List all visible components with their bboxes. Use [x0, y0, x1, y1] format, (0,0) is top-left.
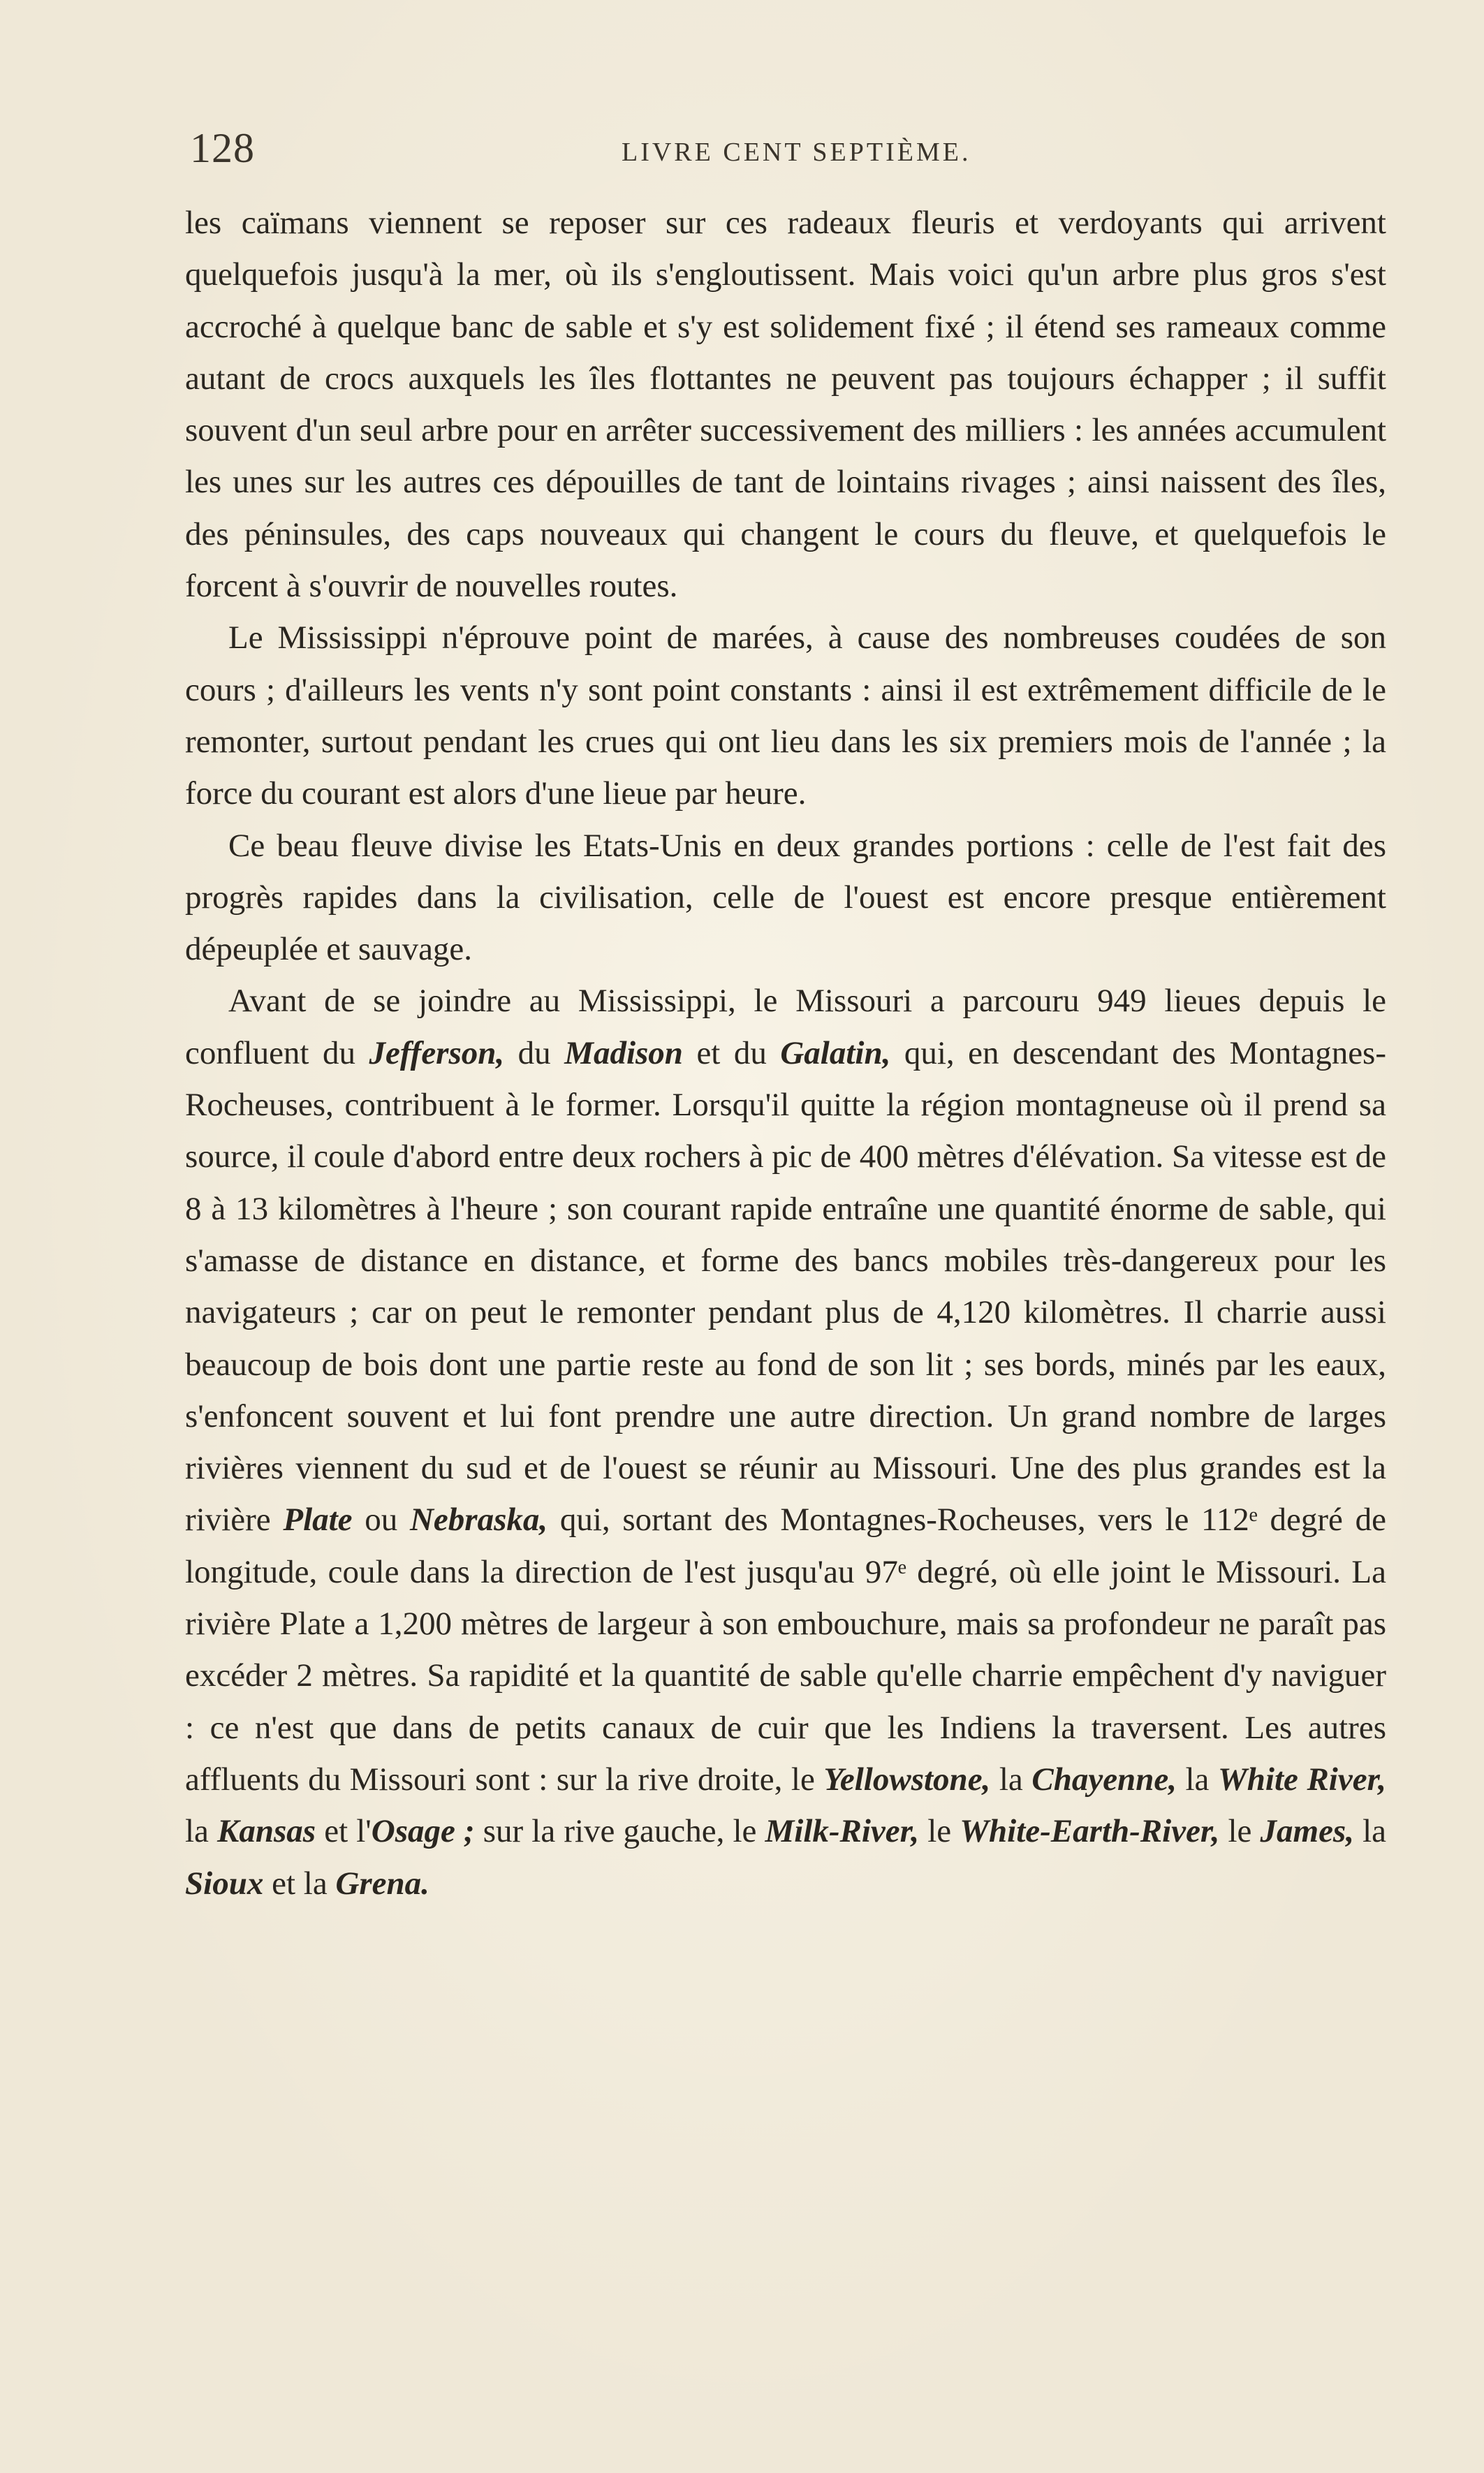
river-name: Plate — [283, 1502, 353, 1539]
river-name: Yellowstone, — [823, 1761, 991, 1798]
river-name: Nebraska, — [409, 1502, 548, 1539]
paragraph-continuation: les caïmans viennent se reposer sur ces radeaux fleuris et verdoyants qui arrivent quelquefois jusqu'à la mer, où ils s'engloutissent. Mais voici qu'un arbre plus gros s'est accroché à quelque banc de sable et s'y est solidement fixé ; il étend ses rameaux comme autant de crocs auxquels les îles flottantes ne peuvent pas toujours échapper ; il suffit souvent d'un seul arbre pour en arrêter successivement des milliers : les années accumulent les unes sur les autres ces dépouilles de tant de lointains rivages ; ainsi naissent des îles, des péninsules, des caps nouveaux qui changent le cours du fleuve, et quelquefois le forcent à s'ouvrir de nouvelles routes. — [185, 205, 1386, 605]
text-run: la — [185, 1813, 218, 1850]
river-name: James, — [1260, 1813, 1354, 1850]
text-run: le — [1219, 1813, 1261, 1850]
text-run: la — [1176, 1761, 1218, 1798]
text-run: la — [990, 1761, 1032, 1798]
running-title: LIVRE CENT SEPTIÈME. — [622, 138, 971, 167]
river-name: Sioux — [185, 1865, 264, 1902]
text-run: et l' — [316, 1813, 372, 1850]
river-name: Milk-River, — [765, 1813, 920, 1850]
river-name: Chayenne, — [1031, 1761, 1177, 1798]
text-run: ou — [352, 1502, 410, 1539]
river-name: Madison — [564, 1034, 683, 1071]
text-run: et la — [263, 1865, 336, 1902]
paragraph-east-west-division: Ce beau fleuve divise les Etats-Unis en deux grandes portions : celle de l'est fait des progrès rapides dans la civilisation, celle de l'ouest est encore presque entièrement dépeuplée et sauvage. — [185, 827, 1386, 968]
river-name: White River, — [1217, 1761, 1387, 1798]
text-run: qui, en descendant des Montagnes-Rocheuses, contribuent à le former. Lorsqu'il quitte la région montagneuse où il prend sa source, il coule d'abord entre deux rochers à pic de 400 mètres d'élévation. Sa vitesse est de 8 à 13 kilomètres à l'heure ; son courant rapide entraîne une quantité énorme de sable, qui s'amasse de distance en distance, et forme des bancs mobiles très-dangereux pour les navigateurs ; car on peut le remonter pendant plus de 4,120 kilomètres. Il charrie aussi beaucoup de bois dont une partie reste au fond de son lit ; ses bords, minés par les eaux, s'enfoncent souvent et lui font prendre une autre direction. Un grand nombre de larges rivières viennent du sud et de l'ouest se réunir au Missouri. Une des plus grandes est la rivière — [185, 1034, 1386, 1539]
river-name: Kansas — [217, 1813, 316, 1850]
river-name: Galatin, — [780, 1034, 891, 1071]
paragraph-mississippi-tides: Le Mississippi n'éprouve point de marées, à cause des nombreuses coudées de son cours ; d'ailleurs les vents n'y sont point constants : ainsi il est extrêmement difficile de le remonter, surtout pendant les crues qui ont lieu dans les six premiers mois de l'année ; la force du courant est alors d'une lieue par heure. — [185, 619, 1386, 812]
river-name: Grena. — [335, 1865, 429, 1902]
river-name: Jefferson, — [369, 1034, 505, 1071]
text-run: Avant de se joindre au Mississippi, le Missouri a parcouru 949 lieues depuis le confluent du — [185, 983, 1386, 1071]
body-text — [185, 197, 1386, 1909]
river-name: Osage ; — [371, 1813, 475, 1850]
paragraph-missouri — [185, 975, 1386, 1909]
page-number: 128 — [190, 125, 255, 171]
text-run: et du — [682, 1034, 781, 1071]
river-name: White-Earth-River, — [960, 1813, 1220, 1850]
text-run: la — [1353, 1813, 1387, 1850]
text-run: du — [504, 1034, 565, 1071]
text-run: sur la rive gauche, le — [474, 1813, 765, 1850]
text-run: le — [919, 1813, 960, 1850]
text-run: qui, sortant des Montagnes-Rocheuses, vers le 112ᵉ degré de longitude, coule dans la direction de l'est jusqu'au 97ᵉ degré, où elle joint le Missouri. La rivière Plate a 1,200 mètres de largeur à son embouchure, mais sa profondeur ne paraît pas excéder 2 mètres. Sa rapidité et la quantité de sable qu'elle charrie empêchent d'y naviguer : ce n'est que dans de petits canaux de cuir que les Indiens la traversent. Les autres affluents du Missouri sont : sur la rive droite, le — [185, 1502, 1386, 1798]
